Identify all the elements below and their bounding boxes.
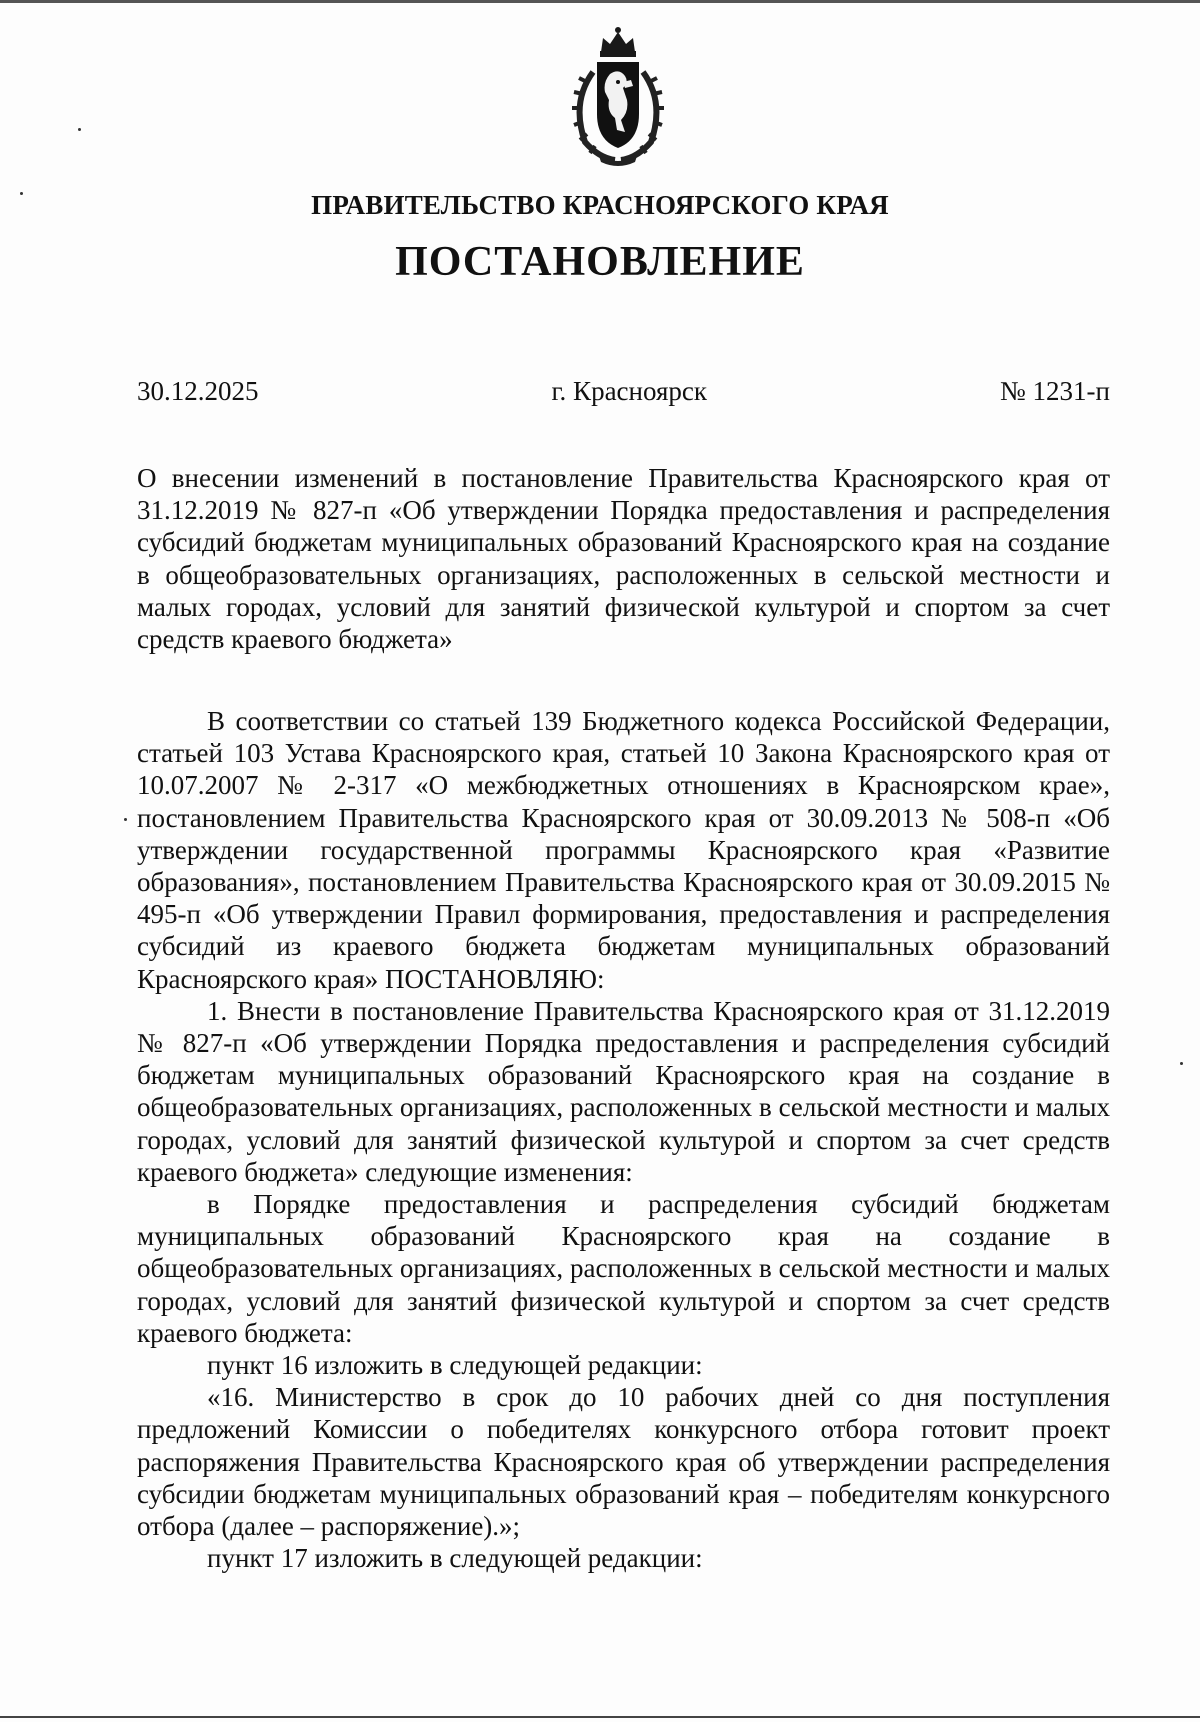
body-point-17-intro: пункт 17 изложить в следующей редакции:	[207, 1543, 703, 1574]
scan-speck	[124, 818, 127, 821]
document-city: г. Красноярск	[551, 376, 707, 406]
body-item-1: 1. Внести в постановление Правительства Красноярского края от 31.12.2019 № 827-п «Об утверждении Порядка предоставления и распределения субсидий бюджетам муниципальных образований Красноярского края на создание в общеобразовательных организациях, расположенных в сельской местности и малых городах, условий для занятий физической культурой и спортом за счет средств краевого бюджета» следующие изменения:	[137, 995, 1110, 1187]
body-order-paragraph: в Порядке предоставления и распределения субсидий бюджетам муниципальных образований Красноярского края на создание в общеобразовательных организациях, расположенных в сельской местности и малых городах, условий для занятий физической культурой и спортом за счет средств краевого бюджета:	[137, 1189, 1110, 1348]
document-subject: О внесении изменений в постановление Правительства Красноярского края от 31.12.2019 № 827-п «Об утверждении Порядка предоставления и распределения субсидий бюджетам муниципальных образований Красноярского края на создание в общеобразовательных организациях, расположенных в сельской местности и малых городах, условий для занятий физической культурой и спортом за счет средств краевого бюджета»	[137, 463, 1110, 655]
body-point-16-text: «16. Министерство в срок до 10 рабочих дней со дня поступления предложений Комиссии о победителях конкурсного отбора готовит проект распоряжения Правительства Красноярского края об утверждении распределения субсидии бюджетам муниципальных образований края – победителям конкурсного отбора (далее – распоряжение).»;	[137, 1382, 1110, 1542]
document-number: № 1231-п	[1000, 376, 1110, 406]
coat-of-arms-icon	[563, 22, 673, 168]
government-name: ПРАВИТЕЛЬСТВО КРАСНОЯРСКОГО КРАЯ	[311, 190, 889, 220]
document-date: 30.12.2025	[137, 376, 259, 406]
scan-speck	[20, 192, 23, 195]
document-meta-row	[137, 376, 1110, 407]
document-body	[137, 705, 1110, 1574]
body-preamble: В соответствии со статьей 139 Бюджетного кодекса Российской Федерации, статьей 103 Устава Красноярского края, статьей 10 Закона Красноярского края от 10.07.2007 № 2-317 «О межбюджетных отношениях в Красноярском крае», постановлением Правительства Красноярского края от 30.09.2013 № 508-п «Об утверждении государственной программы Красноярского края «Развитие образования», постановлением Правительства Красноярского края от 30.09.2015 № 495-п «Об утверждении Правил формирования, предоставления и распределения субсидий из краевого бюджета бюджетам муниципальных образований Красноярского края» ПОСТАНОВЛЯЮ:	[137, 706, 1110, 994]
scan-top-edge	[0, 0, 1200, 3]
scan-speck	[78, 128, 81, 131]
scan-speck	[1180, 1062, 1183, 1065]
scan-bottom-edge	[0, 1716, 1200, 1718]
body-point-16-intro: пункт 16 изложить в следующей редакции:	[207, 1350, 703, 1381]
document-type-title: ПОСТАНОВЛЕНИЕ	[395, 239, 805, 285]
